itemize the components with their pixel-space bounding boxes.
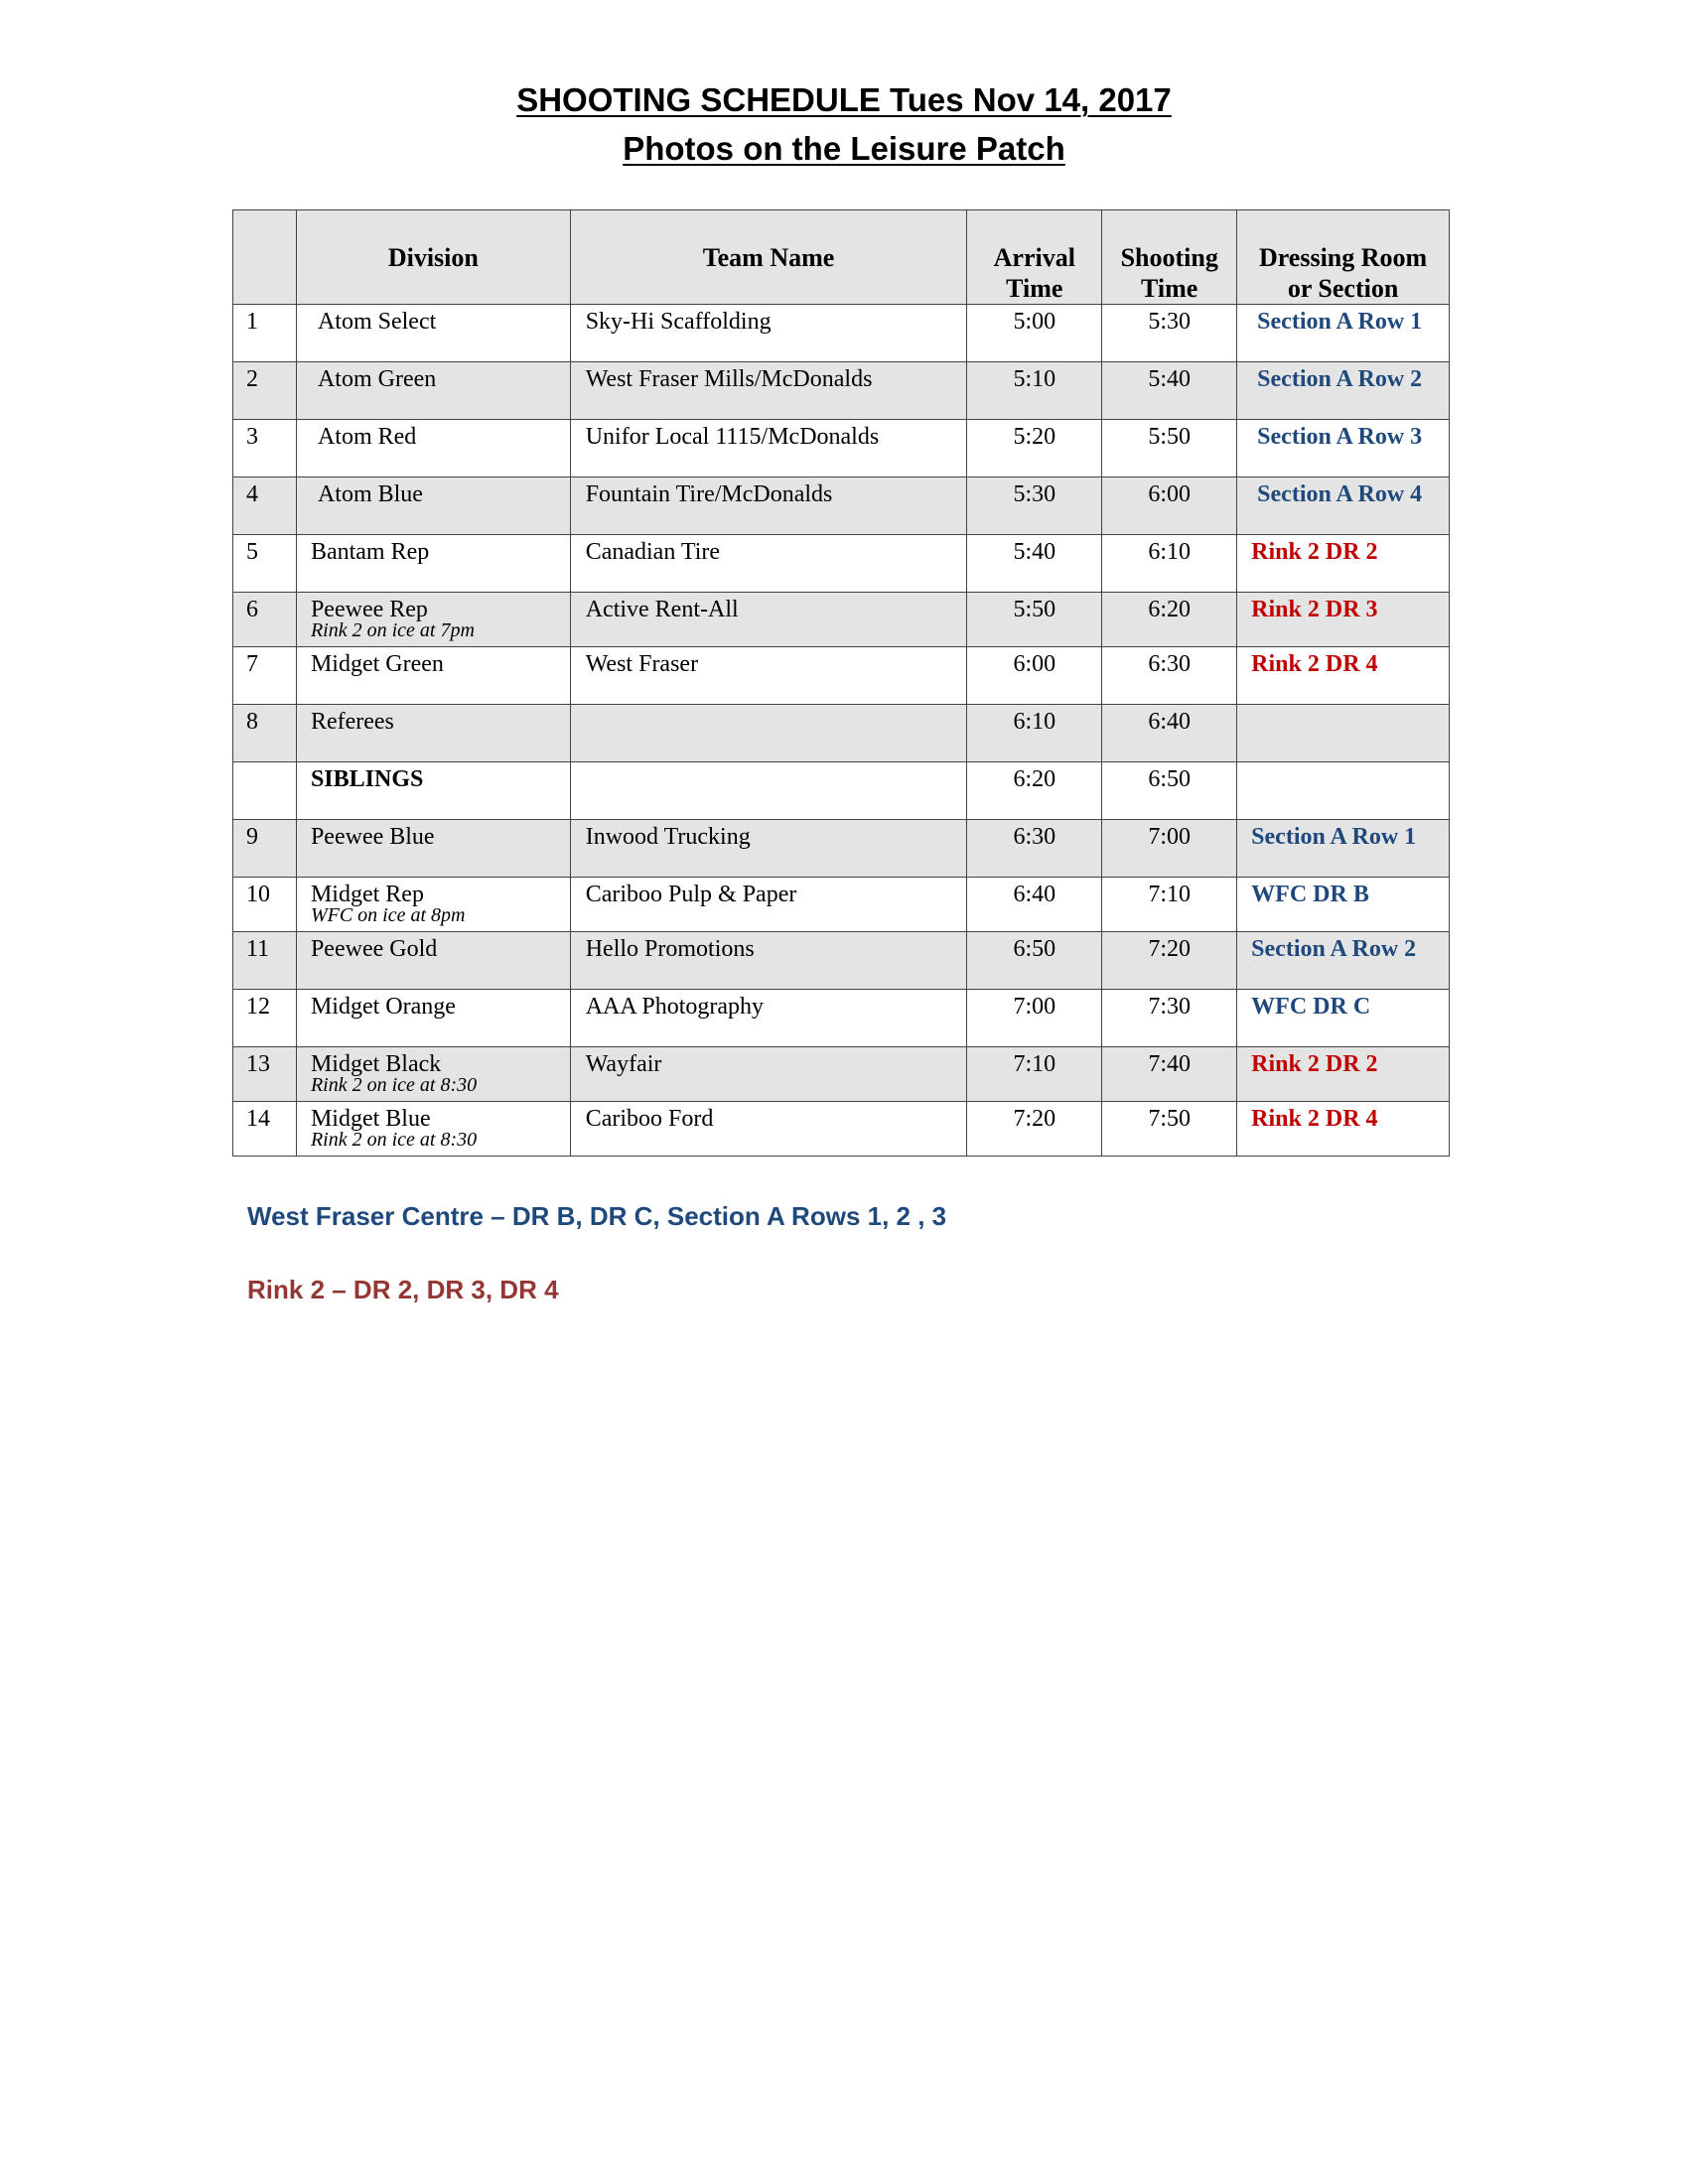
row-number-text: 14 <box>246 1106 270 1132</box>
table-row <box>233 990 1450 1047</box>
row-number <box>233 1047 297 1102</box>
arrival-cell <box>967 820 1102 878</box>
arrival-text: 5:00 <box>1013 309 1056 335</box>
row-number-text: 4 <box>246 481 258 507</box>
row-number <box>233 647 297 705</box>
arrival-cell <box>967 1102 1102 1157</box>
division-note: Rink 2 on ice at 7pm <box>310 619 475 641</box>
shooting-cell <box>1102 820 1237 878</box>
arrival-cell <box>967 1047 1102 1102</box>
room-text: Section A Row 3 <box>1257 424 1423 450</box>
table-row <box>233 420 1450 478</box>
table-row <box>233 478 1450 535</box>
row-number-text: 7 <box>246 651 258 677</box>
room-cell <box>1237 762 1450 820</box>
room-cell <box>1237 820 1450 878</box>
team-cell <box>570 535 967 593</box>
room-cell <box>1237 647 1450 705</box>
room-text: Rink 2 DR 4 <box>1251 651 1378 677</box>
row-number-text: 3 <box>246 424 258 450</box>
table-row <box>233 593 1450 647</box>
arrival-text: 7:20 <box>1013 1106 1056 1132</box>
header-arrival-line2: Time <box>1006 274 1063 303</box>
row-number <box>233 878 297 932</box>
division-text: Peewee Rep <box>310 597 428 622</box>
row-number-text: 13 <box>246 1051 270 1077</box>
team-text: Cariboo Pulp & Paper <box>585 882 797 907</box>
shooting-cell <box>1102 878 1237 932</box>
division-cell <box>296 990 570 1047</box>
division-text: Atom Green <box>317 366 437 392</box>
header-arrival-line1: Arrival <box>993 243 1075 272</box>
arrival-text: 6:50 <box>1013 936 1056 962</box>
shooting-cell <box>1102 593 1237 647</box>
header-team-name <box>570 210 967 305</box>
shooting-cell <box>1102 762 1237 820</box>
team-text: Canadian Tire <box>585 539 721 565</box>
header-arrival-time <box>967 210 1102 305</box>
shooting-text: 6:00 <box>1148 481 1192 507</box>
division-note: Rink 2 on ice at 8:30 <box>310 1074 478 1096</box>
row-number <box>233 535 297 593</box>
arrival-cell <box>967 362 1102 420</box>
room-text: Section A Row 2 <box>1257 366 1423 392</box>
division-cell <box>296 820 570 878</box>
legend-rink-2: Rink 2 – DR 2, DR 3, DR 4 <box>247 1275 559 1304</box>
schedule-table <box>232 209 1450 1157</box>
arrival-text: 6:30 <box>1013 824 1056 850</box>
row-number <box>233 362 297 420</box>
team-cell <box>570 705 967 762</box>
row-number-text: 10 <box>246 882 270 907</box>
room-cell <box>1237 932 1450 990</box>
division-text: Peewee Gold <box>310 936 438 962</box>
room-text: Section A Row 2 <box>1251 936 1417 962</box>
row-number <box>233 705 297 762</box>
arrival-cell <box>967 705 1102 762</box>
division-cell <box>296 1102 570 1157</box>
room-text: Rink 2 DR 3 <box>1251 597 1378 622</box>
arrival-cell <box>967 762 1102 820</box>
team-text: Inwood Trucking <box>585 824 751 850</box>
table-row <box>233 820 1450 878</box>
header-number <box>233 210 297 305</box>
arrival-text: 6:10 <box>1013 709 1056 735</box>
shooting-text: 7:50 <box>1148 1106 1192 1132</box>
header-shooting-time <box>1102 210 1237 305</box>
room-text: WFC DR C <box>1251 994 1371 1020</box>
shooting-text: 6:40 <box>1148 709 1192 735</box>
header-dressing-room <box>1237 210 1450 305</box>
arrival-text: 6:20 <box>1013 766 1056 792</box>
division-cell <box>296 593 570 647</box>
table-row <box>233 1102 1450 1157</box>
table-row <box>233 362 1450 420</box>
team-text: West Fraser <box>585 651 699 677</box>
division-text: Midget Black <box>310 1051 442 1077</box>
page-subtitle <box>0 132 1688 165</box>
shooting-cell <box>1102 705 1237 762</box>
header-division-label: Division <box>387 243 479 272</box>
table-row <box>233 932 1450 990</box>
division-cell <box>296 420 570 478</box>
division-note: WFC on ice at 8pm <box>310 904 466 926</box>
row-number <box>233 305 297 362</box>
row-number <box>233 762 297 820</box>
shooting-text: 7:20 <box>1148 936 1192 962</box>
row-number-text: 5 <box>246 539 258 565</box>
division-text: Referees <box>310 709 394 735</box>
shooting-cell <box>1102 990 1237 1047</box>
table-row <box>233 705 1450 762</box>
team-cell <box>570 990 967 1047</box>
arrival-text: 5:40 <box>1013 539 1056 565</box>
shooting-text: 6:50 <box>1148 766 1192 792</box>
division-cell <box>296 878 570 932</box>
header-room-line1: Dressing Room <box>1258 243 1428 272</box>
siblings-label: SIBLINGS <box>310 766 424 792</box>
arrival-cell <box>967 535 1102 593</box>
room-cell <box>1237 990 1450 1047</box>
team-cell <box>570 362 967 420</box>
shooting-text: 6:20 <box>1148 597 1192 622</box>
team-text: Hello Promotions <box>585 936 755 962</box>
team-cell <box>570 878 967 932</box>
room-cell <box>1237 1102 1450 1157</box>
row-number-text: 2 <box>246 366 258 392</box>
shooting-cell <box>1102 647 1237 705</box>
shooting-text: 5:50 <box>1148 424 1192 450</box>
division-cell <box>296 705 570 762</box>
row-number <box>233 1102 297 1157</box>
room-cell <box>1237 420 1450 478</box>
division-cell <box>296 362 570 420</box>
page-title <box>0 83 1688 116</box>
team-cell <box>570 478 967 535</box>
header-division <box>296 210 570 305</box>
shooting-cell <box>1102 420 1237 478</box>
team-text: West Fraser Mills/McDonalds <box>585 366 873 392</box>
team-text: AAA Photography <box>585 994 765 1020</box>
arrival-text: 7:10 <box>1013 1051 1056 1077</box>
division-text: Midget Orange <box>310 994 456 1020</box>
row-number-text: 6 <box>246 597 258 622</box>
team-cell <box>570 1102 967 1157</box>
room-text: Section A Row 1 <box>1257 309 1423 335</box>
team-text: Fountain Tire/McDonalds <box>585 481 833 507</box>
arrival-cell <box>967 647 1102 705</box>
division-text: Atom Select <box>317 309 437 335</box>
team-text: Cariboo Ford <box>585 1106 714 1132</box>
room-text: Section A Row 4 <box>1257 481 1423 507</box>
room-cell <box>1237 593 1450 647</box>
room-text: Section A Row 1 <box>1251 824 1417 850</box>
room-cell <box>1237 1047 1450 1102</box>
shooting-text: 6:30 <box>1148 651 1192 677</box>
header-shooting-line2: Time <box>1141 274 1198 303</box>
team-cell <box>570 820 967 878</box>
division-text: Midget Rep <box>310 882 424 907</box>
row-number <box>233 593 297 647</box>
room-text: WFC DR B <box>1251 882 1369 907</box>
arrival-text: 5:10 <box>1013 366 1056 392</box>
shooting-text: 5:30 <box>1148 309 1192 335</box>
team-text: Wayfair <box>585 1051 662 1077</box>
arrival-cell <box>967 932 1102 990</box>
arrival-cell <box>967 305 1102 362</box>
row-number-text <box>246 762 296 766</box>
arrival-cell <box>967 878 1102 932</box>
shooting-text: 7:30 <box>1148 994 1192 1020</box>
room-cell <box>1237 705 1450 762</box>
division-cell <box>296 478 570 535</box>
team-cell <box>570 305 967 362</box>
shooting-text: 5:40 <box>1148 366 1192 392</box>
room-text: Rink 2 DR 4 <box>1251 1106 1378 1132</box>
shooting-cell <box>1102 478 1237 535</box>
division-text: Peewee Blue <box>310 824 435 850</box>
row-number <box>233 820 297 878</box>
arrival-text: 5:20 <box>1013 424 1056 450</box>
row-number <box>233 932 297 990</box>
header-shooting-line1: Shooting <box>1120 243 1218 272</box>
room-text <box>1251 762 1449 766</box>
table-row-siblings <box>233 762 1450 820</box>
team-text <box>586 705 967 709</box>
shooting-cell <box>1102 1102 1237 1157</box>
division-text: Midget Blue <box>310 1106 431 1132</box>
division-cell <box>296 932 570 990</box>
table-row <box>233 1047 1450 1102</box>
room-cell <box>1237 878 1450 932</box>
division-cell <box>296 762 570 820</box>
team-text <box>586 762 967 766</box>
arrival-text: 6:40 <box>1013 882 1056 907</box>
arrival-cell <box>967 478 1102 535</box>
division-text: Atom Red <box>317 424 417 450</box>
table-row <box>233 878 1450 932</box>
row-number-text: 8 <box>246 709 258 735</box>
row-number-text: 9 <box>246 824 258 850</box>
shooting-cell <box>1102 535 1237 593</box>
room-cell <box>1237 535 1450 593</box>
division-cell <box>296 647 570 705</box>
division-cell <box>296 535 570 593</box>
table-row <box>233 647 1450 705</box>
team-text: Unifor Local 1115/McDonalds <box>585 424 880 450</box>
arrival-text: 7:00 <box>1013 994 1056 1020</box>
arrival-cell <box>967 593 1102 647</box>
arrival-text: 5:50 <box>1013 597 1056 622</box>
table-row <box>233 305 1450 362</box>
team-text: Active Rent-All <box>585 597 739 622</box>
row-number <box>233 990 297 1047</box>
shooting-text: 6:10 <box>1148 539 1192 565</box>
team-cell <box>570 593 967 647</box>
arrival-cell <box>967 420 1102 478</box>
header-room-line2: or Section <box>1287 274 1399 303</box>
legend-west-fraser-centre: West Fraser Centre – DR B, DR C, Section A Rows 1, 2 , 3 <box>247 1201 947 1231</box>
row-number-text: 11 <box>246 936 270 962</box>
shooting-cell <box>1102 305 1237 362</box>
shooting-cell <box>1102 1047 1237 1102</box>
arrival-text: 5:30 <box>1013 481 1056 507</box>
room-cell <box>1237 362 1450 420</box>
page-title-text: SHOOTING SCHEDULE Tues Nov 14, 2017 <box>516 81 1172 118</box>
table-row <box>233 535 1450 593</box>
row-number-text: 1 <box>246 309 258 335</box>
division-note: Rink 2 on ice at 8:30 <box>310 1129 478 1151</box>
header-team-label: Team Name <box>702 243 835 272</box>
room-cell <box>1237 478 1450 535</box>
team-text: Sky-Hi Scaffolding <box>585 309 772 335</box>
row-number <box>233 420 297 478</box>
room-text: Rink 2 DR 2 <box>1251 1051 1378 1077</box>
division-text: Bantam Rep <box>310 539 430 565</box>
shooting-text: 7:40 <box>1148 1051 1192 1077</box>
room-cell <box>1237 305 1450 362</box>
shooting-text: 7:10 <box>1148 882 1192 907</box>
room-text <box>1251 705 1449 709</box>
shooting-cell <box>1102 362 1237 420</box>
team-cell <box>570 1047 967 1102</box>
team-cell <box>570 762 967 820</box>
page-subtitle-text: Photos on the Leisure Patch <box>623 130 1065 167</box>
team-cell <box>570 647 967 705</box>
table-header-row <box>233 210 1450 305</box>
shooting-text: 7:00 <box>1148 824 1192 850</box>
row-number-text: 12 <box>246 994 270 1020</box>
arrival-text: 6:00 <box>1013 651 1056 677</box>
division-cell <box>296 1047 570 1102</box>
division-text: Atom Blue <box>317 481 423 507</box>
team-cell <box>570 420 967 478</box>
arrival-cell <box>967 990 1102 1047</box>
team-cell <box>570 932 967 990</box>
division-text: Midget Green <box>310 651 444 677</box>
division-cell <box>296 305 570 362</box>
room-text: Rink 2 DR 2 <box>1251 539 1378 565</box>
shooting-cell <box>1102 932 1237 990</box>
row-number <box>233 478 297 535</box>
